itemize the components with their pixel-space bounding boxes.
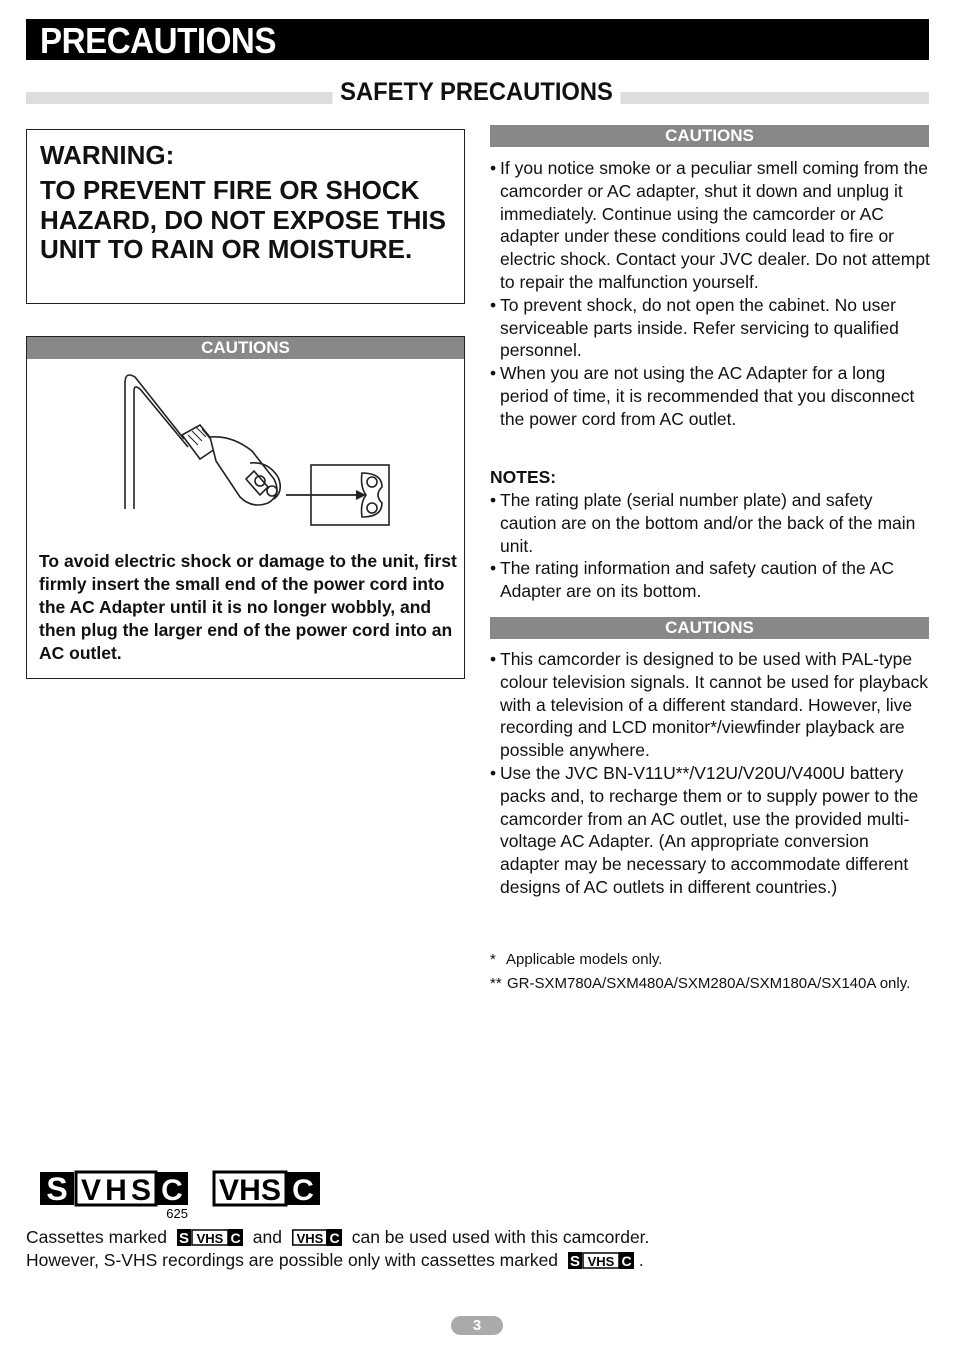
cautions-list-1 — [490, 157, 930, 431]
section-heading-wrap — [0, 78, 954, 107]
cassette-text-part: However, S-VHS recordings are possible only with cassettes marked — [26, 1250, 559, 1270]
footnote-2 — [490, 974, 930, 993]
notes-heading: NOTES: — [490, 467, 557, 487]
warning-heading: WARNING: — [40, 140, 175, 170]
power-cord-caution-text: To avoid electric shock or damage to the unit, first firmly insert the small end of the power cord into the AC Adapter until it is no longer wobbly, and then plug the larger end of the power cord into an AC outlet. — [39, 551, 457, 663]
section-heading: SAFETY PRECAUTIONS — [333, 78, 621, 107]
svg-text:C: C — [161, 1174, 183, 1207]
list-item: • This camcorder is designed to be used with PAL-type colour television signals. It cannot be used for playback with a television of a different standard. However, live recording and LCD monitor*/viewfinder playback are possible anywhere. — [490, 648, 930, 762]
svg-text:S: S — [569, 1253, 580, 1269]
svhs-c-logo — [40, 1171, 188, 1220]
cassette-text-part: . — [638, 1250, 644, 1270]
svhs-c-mini-logo — [177, 1229, 243, 1246]
cassette-text-part: and — [252, 1227, 282, 1247]
power-cord-illustration — [122, 369, 392, 529]
cautions-band-2: CAUTIONS — [490, 617, 929, 639]
cassette-logos — [40, 1168, 330, 1220]
title-bar — [26, 19, 929, 60]
page-title: PRECAUTIONS — [40, 20, 277, 61]
footnote-mark: * — [490, 951, 496, 968]
page-number: 3 — [451, 1316, 503, 1335]
svg-text:C: C — [621, 1253, 632, 1269]
svg-text:VHS: VHS — [219, 1174, 281, 1207]
svg-text:C: C — [329, 1230, 340, 1246]
svg-text:S: S — [178, 1230, 189, 1246]
svg-text:C: C — [230, 1230, 241, 1246]
list-item: • The rating plate (serial number plate) and safety caution are on the bottom and/or the back of the main unit. — [490, 489, 930, 557]
cassette-text-line-2 — [26, 1249, 644, 1272]
power-cord-caution-box — [26, 336, 465, 679]
warning-box — [26, 129, 465, 304]
svg-text:VHS: VHS — [81, 1174, 151, 1207]
cassette-text-part: Cassettes marked — [26, 1227, 168, 1247]
svg-text:VHS: VHS — [587, 1254, 615, 1269]
svg-text:VHS: VHS — [296, 1231, 324, 1246]
footnote-mark: ** — [490, 975, 502, 992]
cautions-list-2 — [490, 648, 930, 899]
svg-text:VHS: VHS — [196, 1231, 224, 1246]
vhs-c-mini-logo — [292, 1229, 342, 1246]
cassette-text-part: can be used used with this camcorder. — [351, 1227, 650, 1247]
vhs-c-logo — [214, 1172, 320, 1207]
notes-list — [490, 489, 930, 603]
svhs-sub-label: 625 — [166, 1206, 188, 1220]
svg-text:C: C — [292, 1174, 314, 1207]
cautions-band-1: CAUTIONS — [490, 125, 929, 147]
list-item: • If you notice smoke or a peculiar smell coming from the camcorder or AC adapter, shut it down and unplug it immediately. Continue using the camcorder or AC adapter under these conditions could lead to fire or electric shock. Contact your JVC dealer. Do not attempt to repair the malfunction yourself. — [490, 157, 930, 294]
list-item: • When you are not using the AC Adapter for a long period of time, it is recommended that you disconnect the power cord from AC outlet. — [490, 362, 930, 430]
list-item: • The rating information and safety caution of the AC Adapter are on its bottom. — [490, 557, 930, 603]
footnote-text: GR-SXM780A/SXM480A/SXM280A/SXM180A/SX140A only. — [507, 975, 911, 992]
list-item: • To prevent shock, do not open the cabinet. No user serviceable parts inside. Refer servicing to qualified personnel. — [490, 294, 930, 362]
svhs-c-mini-logo — [568, 1252, 634, 1269]
list-item: • Use the JVC BN-V11U**/V12U/V20U/V400U battery packs and, to recharge them or to supply power to the camcorder from an AC outlet, use the provided multi-voltage AC Adapter. (An appropriate conversion adapter may be necessary to accommodate different designs of AC outlets in different countries.) — [490, 762, 930, 899]
cassette-text-line-1 — [26, 1226, 649, 1249]
footnote-1 — [490, 950, 662, 969]
footnote-text: Applicable models only. — [506, 951, 663, 968]
warning-text: TO PREVENT FIRE OR SHOCK HAZARD, DO NOT EXPOSE THIS UNIT TO RAIN OR MOISTURE. — [40, 175, 446, 264]
caution-label: CAUTIONS — [27, 337, 464, 359]
svg-text:S: S — [46, 1171, 68, 1207]
